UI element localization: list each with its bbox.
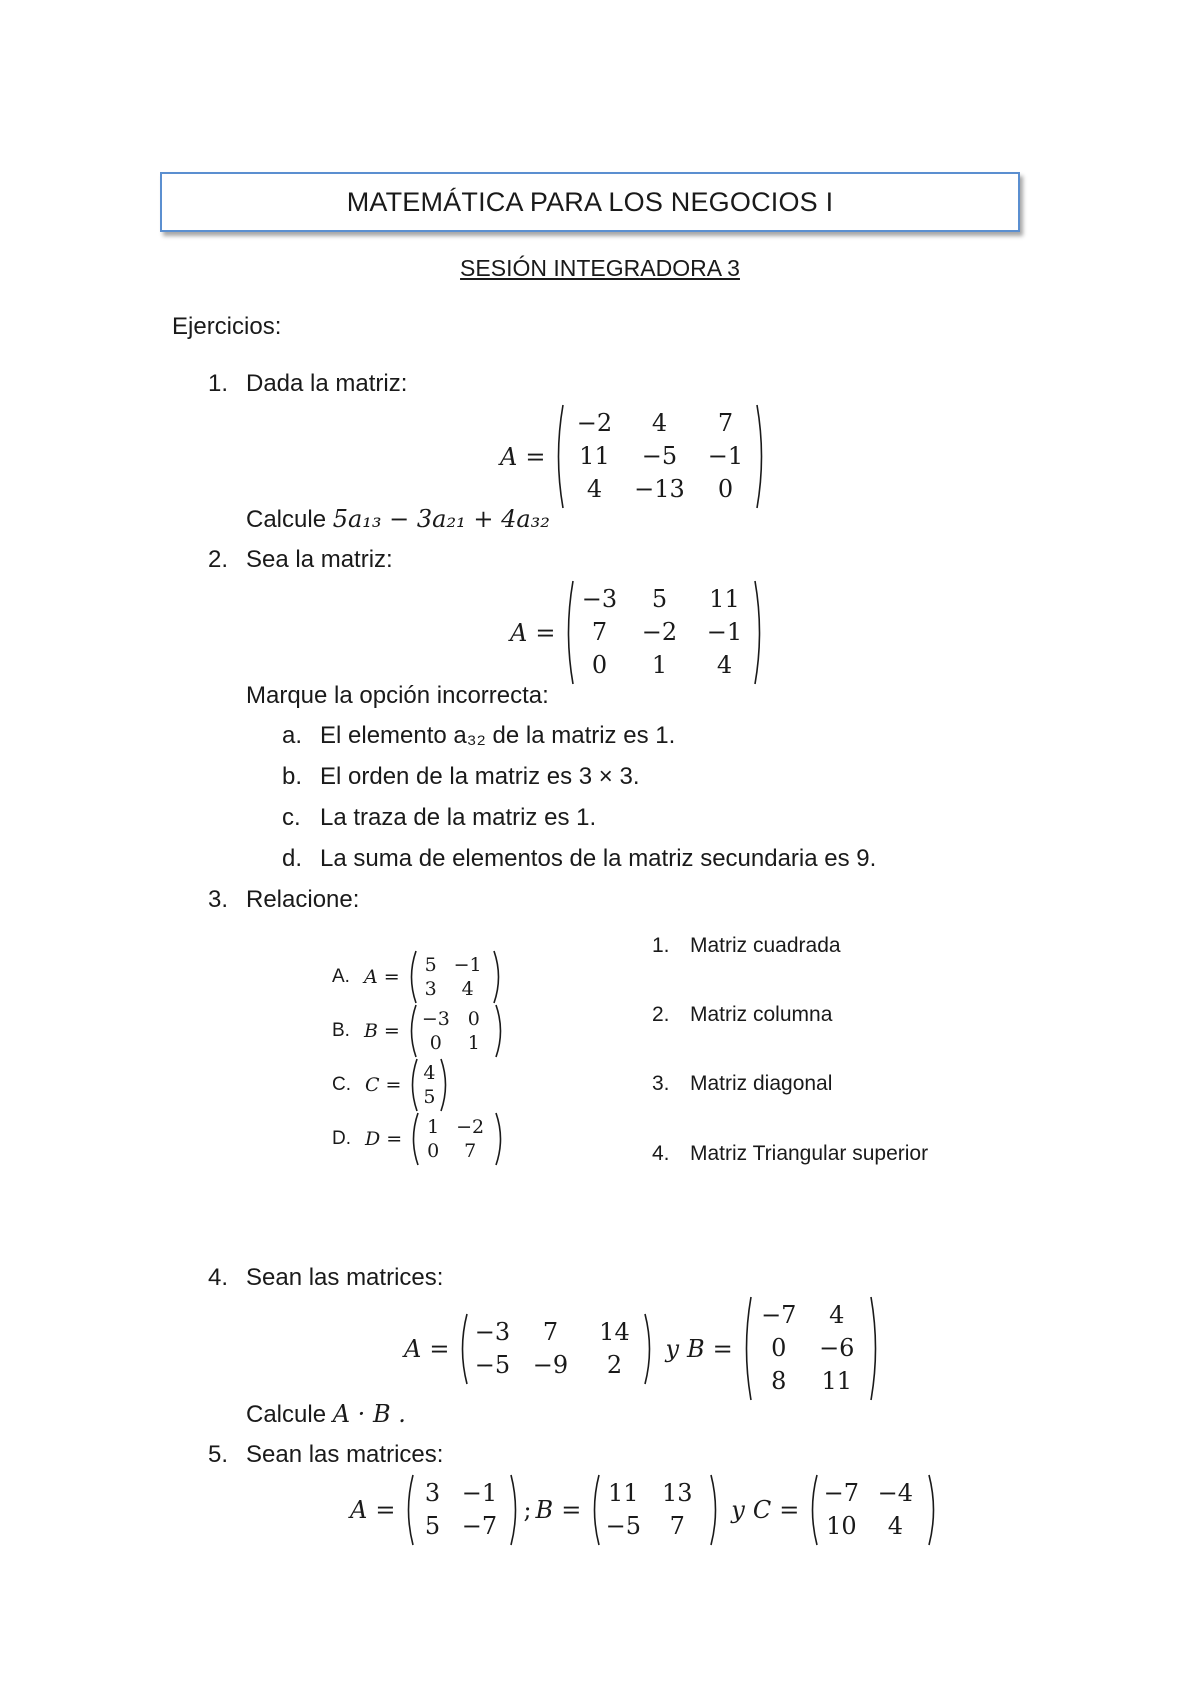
- matrix-cell: −2: [576, 409, 613, 437]
- matrix-cell: 3: [424, 978, 437, 1000]
- ex2-number: 2.: [208, 546, 229, 573]
- page-title: MATEMÁTICA PARA LOS NEGOCIOS I: [346, 186, 834, 217]
- right-paren: [494, 1112, 506, 1166]
- ex5-b-name: B: [535, 1496, 554, 1524]
- matrix-cell: −3: [581, 585, 618, 613]
- matrix-cell: 1: [427, 1116, 440, 1138]
- right-paren: [492, 950, 504, 1004]
- ex1-text: Dada la matriz:: [246, 370, 408, 397]
- ex2-option-b-text: El orden de la matriz es 3 × 3.: [320, 763, 640, 790]
- matrix-cell: 1: [467, 1032, 480, 1054]
- ex1-calc-label: Calcule: [246, 506, 327, 533]
- ex1-matrix-name: A: [500, 442, 518, 471]
- matrix-cell: 2: [606, 1350, 623, 1379]
- matrix-cell: 11: [821, 1367, 853, 1395]
- matrix-cell: 4: [829, 1301, 845, 1329]
- ex3-right-2-text: Matriz columna: [690, 1003, 833, 1026]
- ex5-connector: y: [731, 1496, 745, 1524]
- matrix-cell: −1: [707, 442, 744, 470]
- matrix-cell: 7: [464, 1140, 477, 1162]
- section-label: Ejercicios:: [172, 313, 282, 340]
- ex4-matrix-b: [741, 1296, 881, 1401]
- left-paren: [403, 1474, 415, 1546]
- ex3-right-2-num: 2.: [652, 1003, 670, 1026]
- ex5-separator: ;: [523, 1496, 532, 1524]
- ex2-prompt: Marque la opción incorrecta:: [246, 682, 549, 709]
- left-paren: [553, 404, 565, 509]
- ex3-number: 3.: [208, 886, 229, 913]
- ex4-calc: [246, 1400, 406, 1429]
- matrix-cell: −3: [421, 1008, 450, 1030]
- ex5-c-name: C: [752, 1496, 772, 1524]
- matrix-cell: −13: [634, 475, 685, 503]
- matrix-cell: 10: [826, 1512, 857, 1540]
- ex4-b-name: B: [687, 1334, 705, 1363]
- matrix-cell: 8: [771, 1367, 787, 1395]
- page-subtitle: SESIÓN INTEGRADORA 3: [460, 255, 740, 281]
- matrix-cell: −2: [456, 1116, 485, 1138]
- matrix-cell: 5: [651, 585, 668, 613]
- right-paren: [509, 1474, 521, 1546]
- ex2-option-b-letter: b.: [282, 763, 303, 790]
- matrix-cell: −5: [474, 1350, 511, 1379]
- ex3-matrix-b: [406, 1004, 506, 1058]
- ex5-a-name: A: [350, 1496, 368, 1524]
- matrix-cell: 7: [591, 618, 608, 646]
- ex4-number: 4.: [208, 1264, 229, 1291]
- ex3-item-d-name: D: [365, 1128, 381, 1150]
- ex3-right-4-num: 4.: [652, 1142, 670, 1165]
- ex2-option-c-text: La traza de la matriz es 1.: [320, 804, 597, 831]
- ex4-text: Sean las matrices:: [246, 1264, 444, 1291]
- right-paren: [643, 1313, 655, 1385]
- matrix-cell: 0: [771, 1334, 787, 1362]
- ex2-option-d-text: La suma de elementos de la matriz secundaria es 9.: [320, 845, 877, 872]
- right-paren: [753, 580, 765, 685]
- ex3-right-1-num: 1.: [652, 934, 670, 957]
- ex5-number: 5.: [208, 1441, 229, 1468]
- matrix-cell: 7: [542, 1317, 559, 1346]
- ex1-equation: A = −2 4 7 11 −5 −1 4 −13 0: [500, 404, 767, 509]
- left-paren: [741, 1296, 753, 1401]
- ex3-matrix-c: [407, 1058, 451, 1112]
- matrix-cell: 11: [579, 442, 610, 470]
- ex1-calc: [246, 505, 550, 534]
- matrix-cell: −9: [532, 1350, 569, 1379]
- matrix-cell: −1: [706, 618, 743, 646]
- matrix-cell: 0: [467, 1008, 480, 1030]
- ex4-equation: A = −3 7 14 −5 −9 2 y B = −7 4 0 −6 8 11: [404, 1296, 881, 1401]
- matrix-cell: 7: [717, 409, 734, 437]
- left-paren: [457, 1313, 469, 1385]
- matrix-cell: −3: [474, 1317, 511, 1346]
- ex3-item-a-name: A: [363, 966, 378, 988]
- matrix-cell: 0: [591, 651, 608, 679]
- matrix-cell: 4: [586, 475, 603, 503]
- matrix-cell: 0: [717, 475, 734, 503]
- right-paren: [439, 1058, 451, 1112]
- matrix-cell: 4: [651, 409, 668, 437]
- matrix-cell: 0: [429, 1032, 442, 1054]
- ex2-option-a-text: El elemento a₃₂ de la matriz es 1.: [320, 722, 676, 749]
- ex3-item-d: D. D = 1 −2 0 7: [332, 1112, 506, 1166]
- ex2-matrix: [563, 580, 765, 685]
- ex3-item-b: B. B = −3 0 0 1: [332, 1004, 506, 1058]
- matrix-cell: −1: [453, 954, 482, 976]
- ex4-calc-label: Calcule: [246, 1401, 327, 1428]
- ex3-item-d-letter: D.: [332, 1128, 351, 1149]
- matrix-cell: 13: [662, 1479, 693, 1507]
- ex3-matrix-d: [408, 1112, 506, 1166]
- ex5-matrix-c: [807, 1474, 939, 1546]
- matrix-cell: 4: [423, 1062, 436, 1084]
- matrix-cell: 5: [424, 954, 437, 976]
- ex3-right-3-num: 3.: [652, 1072, 670, 1095]
- ex2-option-a-letter: a.: [282, 722, 303, 749]
- ex4-matrix-a: [457, 1313, 655, 1385]
- matrix-cell: 11: [608, 1479, 639, 1507]
- ex1-number: 1.: [208, 370, 229, 397]
- matrix-cell: 5: [423, 1086, 436, 1108]
- ex3-text: Relacione:: [246, 886, 360, 913]
- ex3-right-3-text: Matriz diagonal: [690, 1072, 833, 1095]
- ex2-option-c-letter: c.: [282, 804, 301, 831]
- right-paren: [869, 1296, 881, 1401]
- ex4-connector: y: [665, 1334, 680, 1363]
- ex5-equation: A = 3 −1 5 −7 ; B = 11 13 −5 7 y C = −7 −4 10 4: [350, 1474, 939, 1546]
- right-paren: [755, 404, 767, 509]
- ex3-right-1-text: Matriz cuadrada: [690, 934, 841, 957]
- right-paren: [709, 1474, 721, 1546]
- left-paren: [407, 1058, 419, 1112]
- matrix-cell: 11: [709, 585, 740, 613]
- matrix-cell: 14: [599, 1317, 630, 1346]
- ex3-matrix-a: [406, 950, 504, 1004]
- matrix-cell: 5: [424, 1512, 441, 1540]
- matrix-cell: 4: [887, 1512, 903, 1540]
- matrix-cell: −1: [461, 1479, 498, 1507]
- matrix-cell: −4: [877, 1479, 914, 1507]
- matrix-cell: −7: [461, 1512, 498, 1540]
- ex1-calc-expr: 5a₁₃ − 3a₂₁ + 4a₃₂: [332, 505, 550, 533]
- left-paren: [408, 1112, 420, 1166]
- ex3-item-a-letter: A.: [332, 966, 350, 987]
- ex3-item-b-letter: B.: [332, 1020, 350, 1041]
- matrix-cell: −7: [761, 1301, 797, 1329]
- left-paren: [807, 1474, 819, 1546]
- ex3-right-4-text: Matriz Triangular superior: [690, 1142, 929, 1165]
- ex3-item-c-name: C: [365, 1074, 380, 1096]
- left-paren: [589, 1474, 601, 1546]
- matrix-cell: −5: [641, 442, 678, 470]
- left-paren: [563, 580, 575, 685]
- ex2-text: Sea la matriz:: [246, 546, 393, 573]
- matrix-cell: −5: [605, 1512, 641, 1540]
- matrix-cell: 0: [427, 1140, 440, 1162]
- matrix-cell: 4: [716, 651, 733, 679]
- ex4-a-name: A: [404, 1334, 422, 1363]
- ex3-item-c: C. C = 4 5: [332, 1058, 451, 1112]
- title-box: [160, 172, 1020, 232]
- matrix-cell: 7: [669, 1512, 685, 1540]
- ex2-matrix-name: A: [510, 618, 528, 647]
- matrix-cell: 1: [651, 651, 668, 679]
- left-paren: [406, 1004, 418, 1058]
- left-paren: [406, 950, 418, 1004]
- ex3-item-a: A. A = 5 −1 3 4: [332, 950, 504, 1004]
- ex4-calc-expr: A · B .: [332, 1400, 406, 1428]
- ex1-matrix: [553, 404, 767, 509]
- ex2-option-d-letter: d.: [282, 845, 303, 872]
- matrix-cell: −7: [823, 1479, 860, 1507]
- ex3-item-c-letter: C.: [332, 1074, 351, 1095]
- matrix-cell: −2: [641, 618, 678, 646]
- ex5-matrix-a: [403, 1474, 521, 1546]
- ex2-equation: A = −3 5 11 7 −2 −1 0 1 4: [510, 580, 765, 685]
- matrix-cell: −6: [819, 1334, 855, 1362]
- ex5-matrix-b: [589, 1474, 721, 1546]
- ex5-text: Sean las matrices:: [246, 1441, 444, 1468]
- ex3-item-b-name: B: [363, 1020, 378, 1042]
- right-paren: [927, 1474, 939, 1546]
- matrix-cell: 4: [461, 978, 474, 1000]
- right-paren: [494, 1004, 506, 1058]
- matrix-cell: 3: [424, 1479, 441, 1507]
